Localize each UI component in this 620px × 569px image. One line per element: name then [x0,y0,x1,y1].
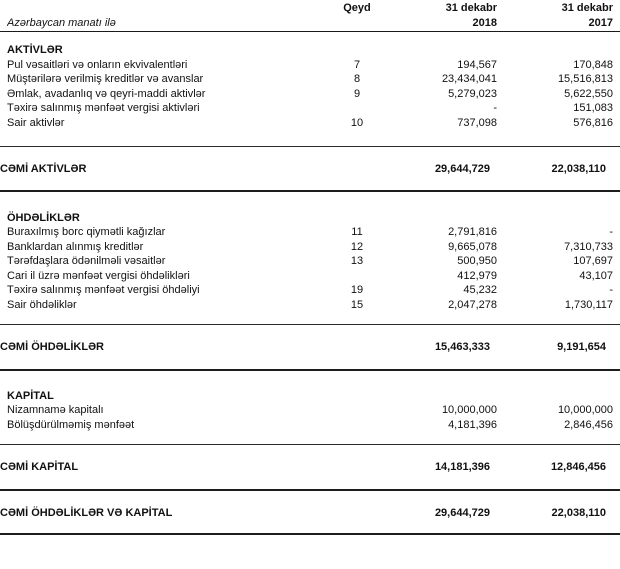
row-value-2018: 5,279,023 [448,87,497,100]
row-value-2018: 194,567 [457,58,497,71]
grand-total-note [320,506,380,521]
total-value-2017: 22,038,110 [551,163,606,175]
row-value-2017: 170,848 [573,58,613,71]
row-value-2017: - [609,226,613,238]
row-note: 10 [350,116,364,129]
table-row [0,298,620,313]
row-label: Təxirə salınmış mənfəət vergisi aktivləri [7,102,200,114]
table-row [0,58,620,73]
table-row [0,225,620,240]
total-label: CƏMİ AKTİVLƏR [0,163,87,175]
table-row [0,403,620,418]
row-note: 12 [350,240,364,253]
row-note [327,269,387,284]
column-header-2017 [497,1,613,30]
row-value-2017: 1,730,117 [564,298,613,311]
row-note: 11 [351,226,363,238]
row-value-2018: 9,665,078 [448,240,497,253]
row-label: Buraxılmış borc qiymətli kağızlar [7,226,166,238]
row-note: 7 [353,58,361,71]
row-value-2018: 10,000,000 [441,404,497,416]
grand-total-value-2018: 29,644,729 [434,506,490,519]
row-label: Müştərilərə verilmiş kreditlər və avanslar [7,73,204,85]
total-note [320,460,380,475]
total-value-2017: 9,191,654 [557,341,606,353]
table-row [0,87,620,102]
total-label: CƏMİ KAPİTAL [0,461,79,473]
total-value-2018: 29,644,729 [434,163,490,175]
row-note: 15 [350,298,364,311]
table-row [0,254,620,269]
grand-total-row [0,491,620,536]
total-row-assets [0,146,620,192]
row-label: Əmlak, avadanlıq və qeyri-maddi aktivlər [7,87,206,100]
row-note: 19 [350,284,364,296]
row-label: Pul vəsaitləri və onların ekvivalentləri [7,58,188,71]
row-value-2018: 2,047,278 [448,298,497,311]
row-label: Cari il üzrə mənfəət vergisi öhdəlikləri [7,269,190,282]
section-heading-label: AKTİVLƏR [7,44,63,56]
total-label: CƏMİ ÖHDƏLİKLƏR [0,341,105,353]
row-value-2017: - [609,284,613,296]
column-header-2018 [387,1,497,30]
row-note: 13 [350,255,364,267]
row-label: Nizamnamə kapitalı [7,404,104,416]
table-row [0,116,620,131]
table-row [0,418,620,433]
row-value-2018: - [493,102,497,114]
column-header-2018-line1: 31 dekabr [445,2,497,14]
column-header-2018-line2: 2018 [472,16,497,29]
row-value-2018: 45,232 [463,284,497,296]
row-value-2018: 4,181,396 [448,418,497,431]
column-header-2017-line2: 2017 [588,16,613,29]
total-value-2018: 15,463,333 [434,341,490,353]
total-note [320,162,380,177]
row-value-2017: 10,000,000 [557,404,613,416]
total-note [320,340,380,355]
row-value-2017: 43,107 [579,269,613,282]
row-value-2017: 576,816 [573,116,613,129]
row-value-2017: 151,083 [573,102,613,114]
row-value-2017: 7,310,733 [564,240,613,253]
column-header-2017-line1: 31 dekabr [561,2,613,14]
grand-total-value-2017: 22,038,110 [551,506,606,519]
table-row [0,283,620,298]
row-label: Banklardan alınmış kreditlər [7,240,144,253]
row-label: Bölüşdürülməmiş mənfəət [7,418,135,431]
table-row [0,101,620,116]
section-heading-liabilities [0,211,620,226]
row-value-2018: 412,979 [457,269,497,282]
grand-total-label: CƏMİ ÖHDƏLİKLƏR VƏ KAPİTAL [0,506,173,519]
table-row [0,269,620,284]
column-header-note: Qeyd [343,2,371,14]
row-value-2018: 2,791,816 [448,226,497,238]
section-heading-assets [0,43,620,58]
row-value-2018: 23,434,041 [441,73,497,85]
section-heading-label: ÖHDƏLİKLƏR [7,211,80,224]
total-value-2017: 12,846,456 [550,461,606,473]
row-label: Tərəfdaşlara ödənilməli vəsaitlər [7,255,166,267]
row-value-2018: 737,098 [457,116,497,129]
table-row [0,240,620,255]
section-heading-label: KAPİTAL [7,389,54,402]
currency-note: Azərbaycan manatı ilə [7,16,116,29]
total-row-liabilities [0,324,620,371]
row-note [327,418,387,433]
row-label: Sair aktivlər [7,116,65,129]
row-value-2017: 15,516,813 [557,73,613,85]
row-label: Təxirə salınmış mənfəət vergisi öhdəliyi [7,284,200,296]
total-value-2018: 14,181,396 [434,461,490,473]
row-note [327,403,387,418]
row-note [327,101,387,116]
table-row [0,72,620,87]
row-value-2017: 2,846,456 [564,418,613,431]
row-value-2017: 5,622,550 [564,87,613,100]
row-note: 9 [353,87,361,100]
table-header [0,0,620,32]
row-value-2017: 107,697 [573,255,613,267]
row-label: Sair öhdəliklər [7,298,77,311]
section-heading-equity [0,389,620,404]
row-note: 8 [353,73,361,85]
total-row-equity [0,444,620,491]
row-value-2018: 500,950 [457,255,497,267]
